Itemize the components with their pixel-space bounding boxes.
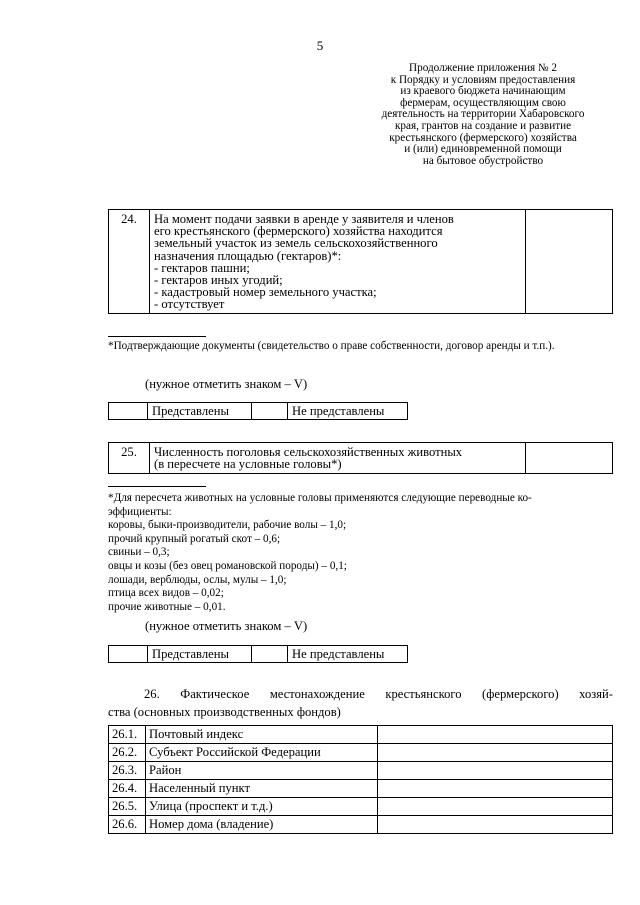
item-24-text (150, 210, 526, 314)
row-label: Район (146, 762, 378, 780)
row-value-cell[interactable] (378, 798, 613, 816)
item-25-text (150, 443, 526, 474)
item-24-line: На момент подачи заявки в аренде у заявителя и членов (154, 212, 454, 226)
footnote-line: свиньи – 0,3; (108, 546, 170, 559)
footnote-line: прочие животные – 0,01. (108, 600, 226, 613)
item-24-line: его крестьянского (фермерского) хозяйства находится (154, 224, 443, 239)
row-number: 26.1. (109, 726, 146, 744)
table-row (109, 798, 613, 816)
presented-label: Представлены (148, 403, 252, 420)
item-25-footnote (108, 492, 613, 614)
item-24-line: - гектаров иных угодий; (154, 273, 283, 288)
appendix-line: края, грантов на создание и развитие (394, 119, 572, 132)
item-24-line: - гектаров пашни; (154, 260, 250, 275)
row-label: Почтовый индекс (146, 726, 378, 744)
item-25-line: Численность поголовья сельскохозяйственных животных (154, 445, 463, 459)
location-table (108, 725, 613, 834)
item-25-number: 25. (109, 443, 150, 474)
mark-note: (нужное отметить знаком – V) (145, 377, 308, 391)
page-number: 5 (316, 38, 324, 53)
item-24-line: земельный участок из земель сельскохозяйственного (154, 236, 438, 251)
row-value-cell[interactable] (378, 816, 613, 834)
choice-table-1 (108, 402, 408, 420)
footnote-line: *Для пересчета животных на условные головы применяются следующие переводные ко- (108, 492, 532, 504)
item-24-answer-cell[interactable] (526, 210, 613, 314)
appendix-line: деятельность на территории Хабаровского (381, 108, 585, 121)
appendix-line: крестьянского (фермерского) хозяйства (389, 131, 577, 144)
footnote-line: птица всех видов – 0,02; (108, 587, 224, 600)
row-number: 26.6. (109, 816, 146, 834)
row-label: Улица (проспект и т.д.) (146, 798, 378, 816)
mark-note: (нужное отметить знаком – V) (145, 619, 308, 633)
table-row (109, 726, 613, 744)
presented-label: Представлены (148, 646, 252, 663)
appendix-line: фермерам, осуществляющим свою (400, 96, 566, 109)
appendix-line: на бытовое обустройство (422, 154, 544, 167)
section-26-heading-line: ства (основных производственных фондов) (108, 704, 341, 719)
not-presented-checkbox-cell[interactable] (252, 646, 288, 663)
row-number: 26.3. (109, 762, 146, 780)
not-presented-checkbox-cell[interactable] (252, 403, 288, 420)
appendix-line: к Порядку и условиям предоставления (390, 73, 576, 86)
footnote-line: эффициенты: (108, 505, 172, 518)
row-label: Субъект Российской Федерации (146, 744, 378, 762)
footnote-line: лошади, верблюды, ослы, мулы – 1,0; (108, 573, 287, 586)
presented-checkbox-cell[interactable] (109, 403, 148, 420)
item-25-table (108, 442, 613, 474)
appendix-header (352, 63, 614, 167)
section-26-heading (108, 686, 613, 721)
row-value-cell[interactable] (378, 780, 613, 798)
row-number: 26.4. (109, 780, 146, 798)
appendix-line: и (или) единовременной помощи (404, 143, 562, 156)
table-row (109, 780, 613, 798)
table-row (109, 762, 613, 780)
footnote-rule (108, 486, 206, 487)
item-24-number: 24. (109, 210, 150, 314)
item-24-line: - кадастровый номер земельного участка; (154, 285, 377, 300)
footnote-line: овцы и козы (без овец романовской породы) – 0,1; (108, 559, 347, 572)
item-24-line: назначения площадью (гектаров)*: (154, 248, 342, 263)
section-26-heading-line: 26. Фактическое местонахождение крестьянского (фермерского) хозяй- (144, 687, 613, 701)
appendix-line: из краевого бюджета начинающим (400, 85, 566, 98)
footnote-line: коровы, быки-производители, рабочие волы – 1,0; (108, 519, 347, 532)
table-row (109, 744, 613, 762)
row-value-cell[interactable] (378, 726, 613, 744)
not-presented-label: Не представлены (288, 403, 408, 420)
choice-table-2 (108, 645, 408, 663)
row-number: 26.2. (109, 744, 146, 762)
item-24-footnote: *Подтверждающие документы (свидетельство о праве собственности, договор аренды и т.п.). (108, 340, 555, 352)
item-24-table (108, 209, 613, 314)
footnote-rule (108, 336, 206, 337)
footnote-line: прочий крупный рогатый скот – 0,6; (108, 532, 281, 545)
table-row (109, 816, 613, 834)
item-24-line: - отсутствует (154, 297, 225, 312)
item-25-line: (в пересчете на условные головы*) (154, 457, 342, 472)
row-label: Номер дома (владение) (146, 816, 378, 834)
row-value-cell[interactable] (378, 744, 613, 762)
row-value-cell[interactable] (378, 762, 613, 780)
appendix-line: Продолжение приложения № 2 (409, 62, 557, 74)
row-label: Населенный пункт (146, 780, 378, 798)
item-25-answer-cell[interactable] (526, 443, 613, 474)
row-number: 26.5. (109, 798, 146, 816)
presented-checkbox-cell[interactable] (109, 646, 148, 663)
not-presented-label: Не представлены (288, 646, 408, 663)
